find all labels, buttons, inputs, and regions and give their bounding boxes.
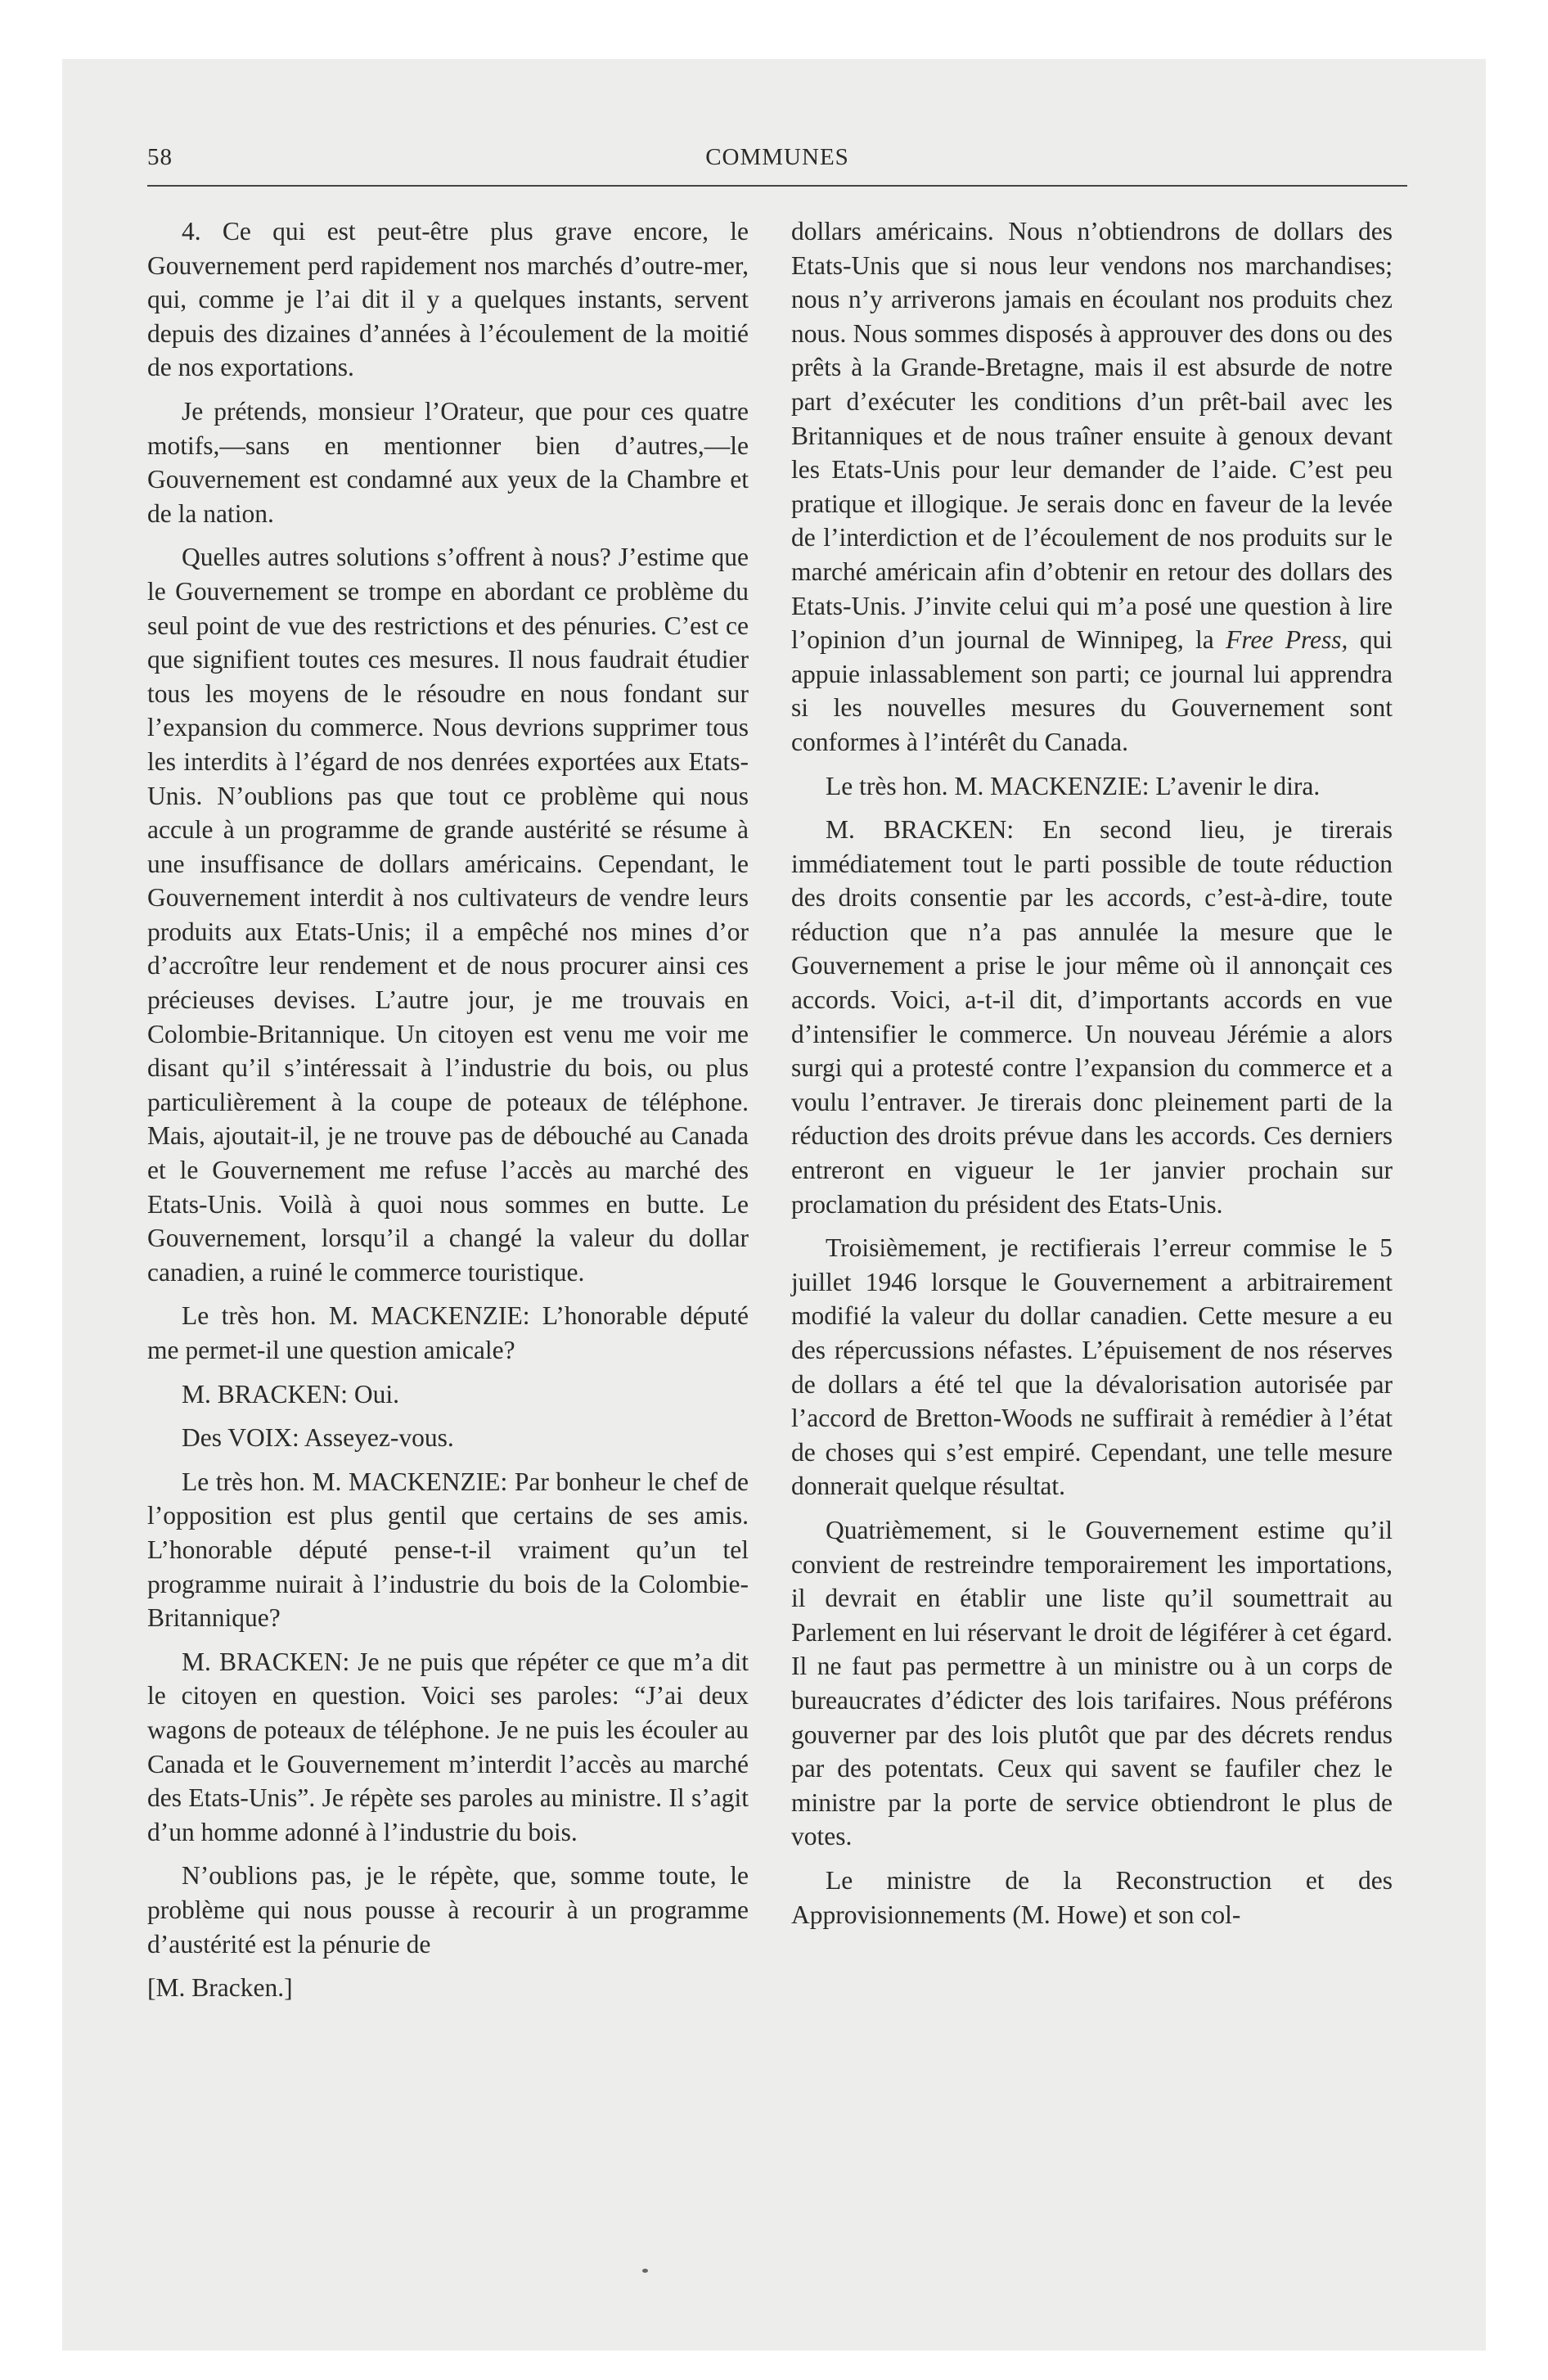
paragraph: dollars américains. Nous n’obtiendrons de dollars des Etats-Unis que si nous leur vendons nos marchandises; nous n’y arriverons jamais en écoulant nos produits chez nous. Nous sommes disposés à approuver des dons ou des prêts à la Grande-Bretagne, mais il est absurde de notre part d’exécuter les conditions d’un prêt-bail avec les Britanniques et de nous traîner ensuite à genoux devant les Etats-Unis pour leur demander de l’aide. C’est peu pratique et illogique. Je serais donc en faveur de la levée de l’interdiction et de l’écoulement de nos produits sur le marché américain afin d’obtenir en retour des dollars des Etats-Unis. J’invite celui qui m’a posé une question à lire l’opinion d’un journal de Winnipeg, la Free Press, qui appuie inlassablement son parti; ce journal lui apprendra si les nouvelles mesures du Gouvernement sont conformes à l’intérêt du Canada. [791,217,1393,756]
paragraph: Le très hon. M. MACKENZIE: L’honorable député me permet-il une question amicale? [147,1301,749,1364]
paragraph: M. BRACKEN: Je ne puis que répéter ce que m’a dit le citoyen en question. Voici ses paroles: “J’ai deux wagons de poteaux de téléphone. Je ne puis les écouler au Canada et le Gouvernement m’interdit l’accès au marché des Etats-Unis”. Je répète ses paroles au ministre. Il s’agit d’un homme adonné à l’industrie du bois. [147,1647,749,1846]
page-header [147,144,1407,177]
paragraph: Le très hon. M. MACKENZIE: Par bonheur le chef de l’opposition est plus gentil que certains de ses amis. L’honorable député pense-t-il vraiment qu’un tel programme nuirait à l’industrie du bois de la Colombie-Britannique? [147,1467,749,1633]
running-title: COMMUNES [705,144,849,170]
left-column [147,214,749,2015]
paragraph: Quatrièmement, si le Gouvernement estime qu’il convient de restreindre temporairement les importations, il devrait en établir une liste qu’il soumettrait au Parlement en lui réservant le droit de légiférer à cet égard. Il ne faut pas permettre à un ministre ou à un corps de bureaucrates d’édicter des lois tarifaires. Nous préférons gouverner par des lois plutôt que par des décrets rendus par des potentats. Ceux qui savent se faufiler chez le ministre par la porte de service obtiendront le plus de votes. [791,1515,1393,1851]
paragraph: Je prétends, monsieur l’Orateur, que pour ces quatre motifs,—sans en mentionner bien d’autres,—le Gouvernement est condamné aux yeux de la Chambre et de la nation. [147,396,749,528]
header-rule [147,185,1407,187]
page-number: 58 [147,144,173,170]
paragraph: M. BRACKEN: En second lieu, je tirerais immédiatement tout le parti possible de toute réduction des droits consentie par les accords, c’est-à-dire, toute réduction que n’a pas annulée la mesure que le Gouvernement a prise le jour même où il annonçait ces accords. Voici, a-t-il dit, d’importants accords en vue d’intensifier le commerce. Un nouveau Jérémie a alors surgi qui a protesté contre l’expansion du commerce et a voulu l’entraver. Je tirerais donc pleinement parti de la réduction des droits prévue dans les accords. Ces derniers entreront en vigueur le 1er janvier prochain sur proclamation du président des Etats-Unis. [791,815,1393,1219]
paragraph: Quelles autres solutions s’offrent à nous? J’estime que le Gouvernement se trompe en abordant ce problème du seul point de vue des restrictions et des pénuries. C’est ce que signifient toutes ces mesures. Il nous faudrait étudier tous les moyens de le résoudre en nous fondant sur l’expansion du commerce. Nous devrions supprimer tous les interdits à l’égard de nos denrées exportées aux Etats-Unis. N’oublions pas que tout ce problème qui nous accule à un programme de grande austérité se résume à une insuffisance de dollars américains. Cependant, le Gouvernement interdit à nos cultivateurs de vendre leurs produits aux Etats-Unis; il a empêché nos mines d’or d’accroître leur rendement et de nous procurer ainsi ces précieuses devises. L’autre jour, je me trouvais en Colombie-Britannique. Un citoyen est venu me voir me disant qu’il s’intéressait à l’industrie du bois, ou plus particulièrement à la coupe de poteaux de téléphone. Mais, ajoutait-il, je ne trouve pas de débouché au Canada et le Gouvernement me refuse l’accès au marché des Etats-Unis. Voilà à quoi nous sommes en butte. Le Gouvernement, lorsqu’il a changé la valeur du dollar canadien, a ruiné le commerce touristique. [147,543,749,1287]
paragraph: Le ministre de la Reconstruction et des Approvisionnements (M. Howe) et son col- [791,1865,1393,1929]
paragraph: Des VOIX: Asseyez-vous. [182,1423,454,1453]
speaker-signature: [M. Bracken.] [147,1973,293,2003]
scan-speck [642,2269,648,2273]
paragraph: Le très hon. M. MACKENZIE: L’avenir le dira. [826,771,1321,800]
paragraph: Troisièmement, je rectifierais l’erreur commise le 5 juillet 1946 lorsque le Gouvernement a arbitrairement modifié la valeur du dollar canadien. Cette mesure a eu des répercussions néfastes. L’épuisement de nos réserves de dollars a été tel que la dévalorisation autorisée par l’accord de Bretton-Woods ne suffirait à remédier à l’état de choses qui s’est empiré. Cependant, une telle mesure donnerait quelque résultat. [791,1233,1393,1501]
paragraph: 4. Ce qui est peut-être plus grave encore, le Gouvernement perd rapidement nos marchés d’outre-mer, qui, comme je l’ai dit il y a quelques instants, servent depuis des dizaines d’années à l’écoulement de la moitié de nos exportations. [147,217,749,382]
paragraph: N’oublions pas, je le répète, que, somme toute, le problème qui nous pousse à recourir à un programme d’austérité est la pénurie de [147,1861,749,1959]
right-column [791,214,1393,1941]
paragraph: M. BRACKEN: Oui. [182,1379,400,1409]
newspaper-title: Free Press, [1226,625,1348,655]
